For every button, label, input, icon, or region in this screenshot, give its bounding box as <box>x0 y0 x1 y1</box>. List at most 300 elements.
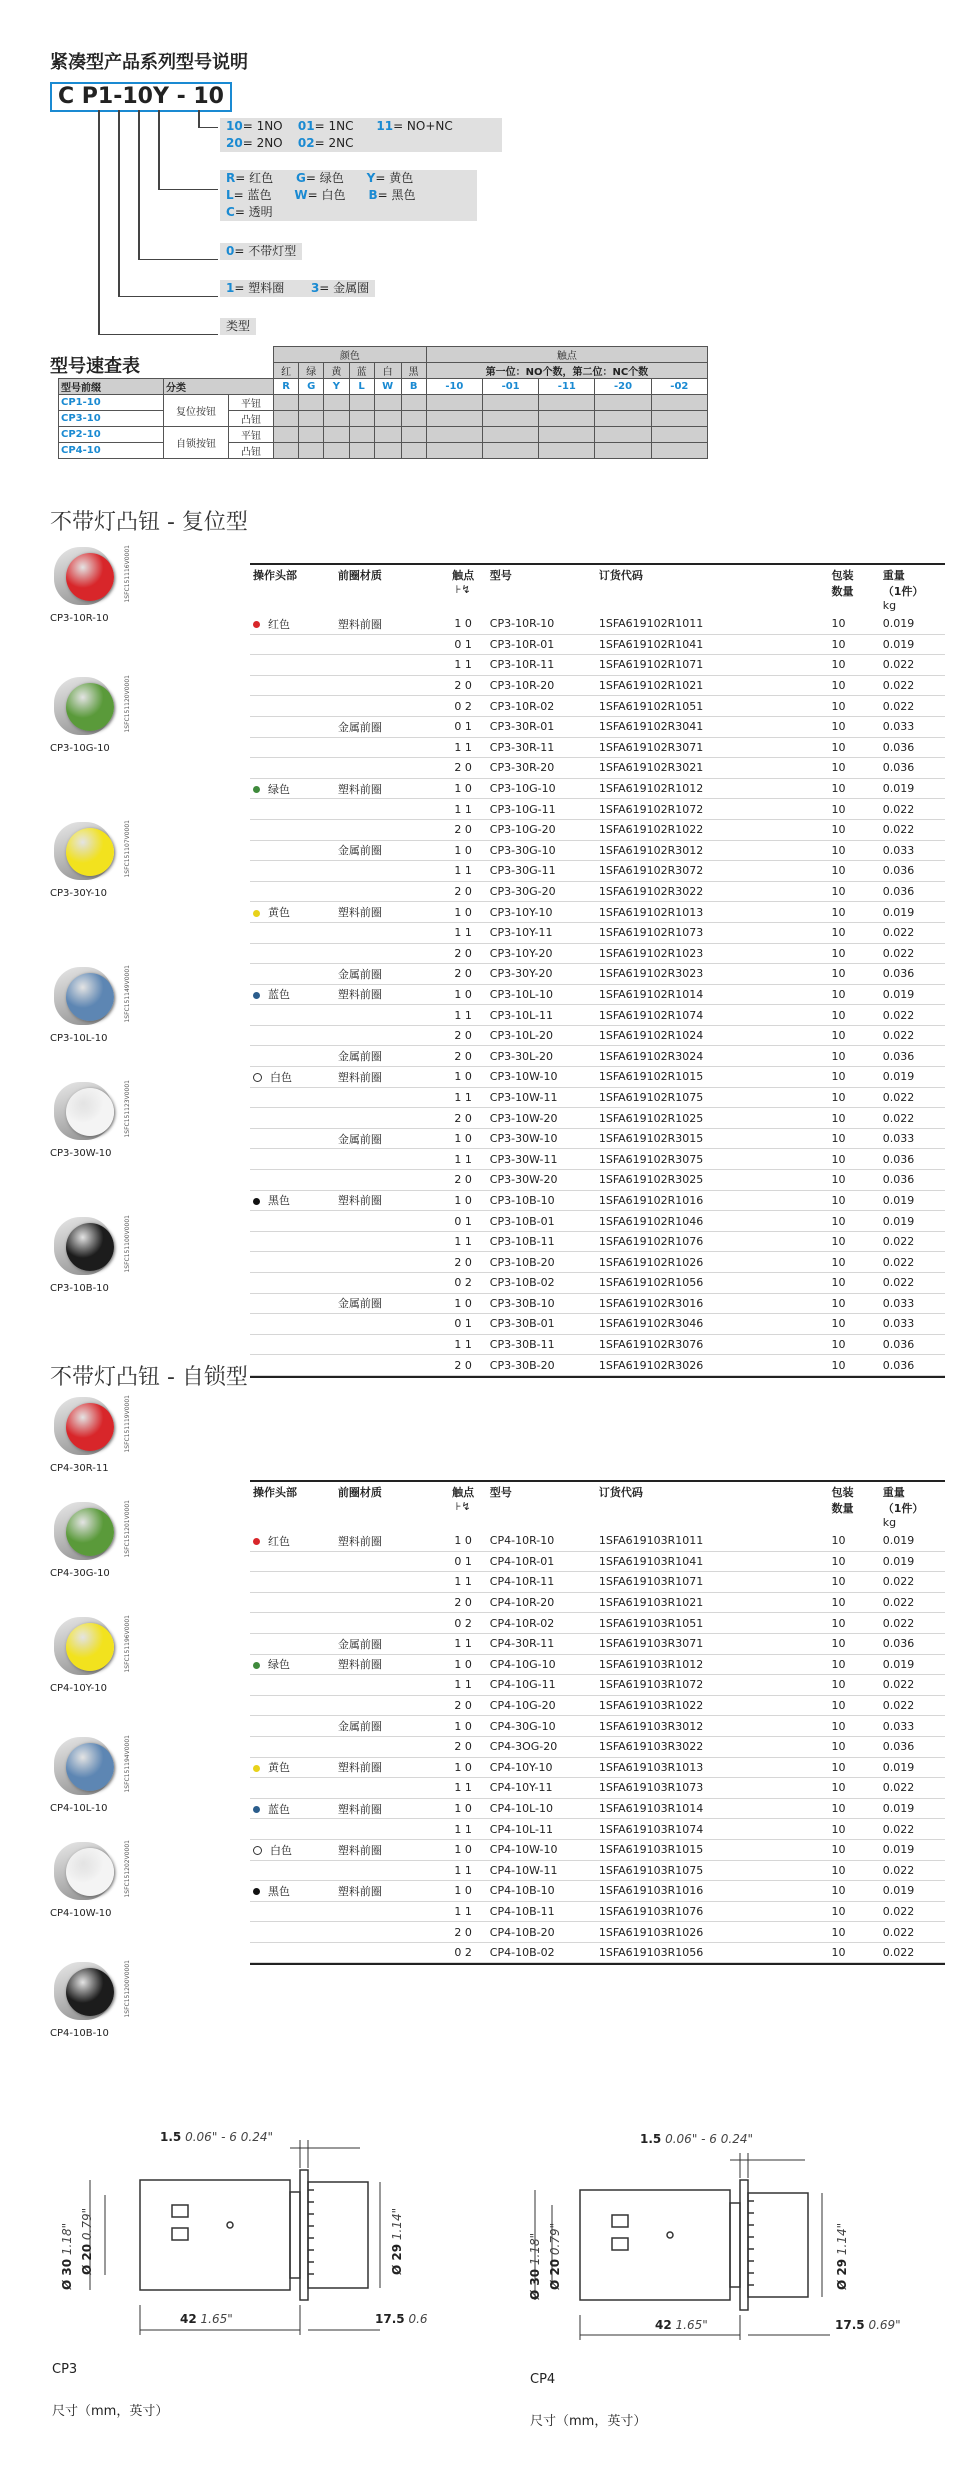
pack-qty: 10 <box>829 1531 880 1551</box>
pack-qty: 10 <box>829 984 880 1005</box>
pack-qty: 10 <box>829 675 880 696</box>
order-code: 1SFA619103R3022 <box>596 1736 829 1757</box>
model: CP3-10G-20 <box>487 819 596 840</box>
ring-material <box>335 634 440 655</box>
order-code: 1SFA619102R3016 <box>596 1293 829 1314</box>
cp3-tail: 17.5 0.6 <box>375 2312 428 2326</box>
weight: 0.019 <box>880 902 945 923</box>
table-row <box>250 1293 945 1314</box>
image-caption: CP4-30R-11 <box>50 1463 109 1474</box>
color-dot-icon <box>253 1538 260 1545</box>
contact: 1 1 <box>439 1633 486 1654</box>
ring-material <box>335 881 440 902</box>
model: CP4-10R-10 <box>487 1531 596 1551</box>
color-dot-icon <box>253 1888 260 1895</box>
order-code: 1SFA619103R1011 <box>596 1531 829 1551</box>
table-row <box>250 922 945 943</box>
button-cap <box>66 1848 114 1896</box>
ring-material: 塑料前圈 <box>335 1881 440 1902</box>
ring-material <box>335 1922 440 1943</box>
weight: 0.036 <box>880 964 945 985</box>
model: CP3-30B-20 <box>487 1355 596 1376</box>
table-row <box>250 1592 945 1613</box>
image-caption: CP3-10G-10 <box>50 743 110 754</box>
button-cap <box>66 1403 114 1451</box>
table-row <box>250 1190 945 1211</box>
image-ref: 1SFC151201V0001 <box>124 1500 131 1558</box>
section2-title: 不带灯凸钮 - 自锁型 <box>50 1365 248 1390</box>
order-code: 1SFA619103R1076 <box>596 1901 829 1922</box>
weight: 0.033 <box>880 1314 945 1335</box>
contact: 1 1 <box>439 1334 486 1355</box>
contact: 1 1 <box>439 1572 486 1593</box>
image-ref: 1SFC151194V0001 <box>124 1735 131 1793</box>
color-dot-icon <box>253 992 260 999</box>
section1-table: 操作头部 前圈材质 触点 ⊦↯ 型号 订货代码 包装 数量 重量 （1件） kg 红色 塑料前圈 1 0 CP3-10R-10 1SFA619102R1011 10 0.019 0 1 CP3-10R-01 1SFA619102R1041 10 0.019 1 1 CP3-10R-11 1SFA619102R1071 10 0.022 2 0 CP3-10R-20 1SFA619102R1021 10 0.022 0 2 CP3-10R-02 1SFA619102R1051 10 0.022 金属前圈 0 1 CP3-30R-01 1SFA619102R3041 10 0.033 1 1 CP3-30R-11 1SFA619102R3071 10 0.036 2 0 CP3-30R-20 1SFA619102R3021 10 0.036 绿色 塑料前圈 1 0 CP3-10G-10 1SFA619102R1012 10 0.019 1 1 CP3-10G-11 1SFA619102R1072 10 0.022 2 0 CP3-10G-20 1SFA619102R1022 10 0.022 金属前圈 1 0 CP3-30G-10 1SFA619102R3012 10 0.033 1 1 CP3-30G-11 1SFA619102R3072 10 0.036 2 0 CP3-30G-20 1SFA619102R3022 10 0.036 黄色 塑料前圈 1 0 CP3-10Y-10 1SFA619102R1013 10 0.019 1 1 CP3-10Y-11 1SFA619102R1073 10 0.022 2 0 CP3-10Y-20 1SFA619102R1023 10 0.022 金属前圈 2 0 CP3-30Y-20 1SFA619102R3023 10 0.036 蓝色 塑料前圈 1 0 CP3-10L-10 1SFA619102R1014 10 0.019 1 1 CP3-10L-11 1SFA619102R1074 10 0.022 2 0 CP3-10L-20 1SFA619102R1024 10 0.022 金属前圈 2 0 CP3-30L-20 1SFA619102R3024 10 0.036 白色 塑料前圈 1 0 CP3-10W-10 1SFA619102R1015 10 0.019 1 1 CP3-10W-11 1SFA619102R1075 10 0.022 2 0 CP3-10W-20 1SFA619102R1025 10 0.022 金属前圈 1 0 CP3-30W-10 1SFA619102R3015 10 0.033 1 1 CP3-30W-11 1SFA619102R3075 10 0.036 2 0 CP3-30W-20 1SFA619102R3025 10 0.036 黑色 塑料前圈 1 0 CP3-10B-10 1SFA619102R1016 10 0.019 0 1 CP3-10B-01 1SFA619102R1046 10 0.019 1 1 CP3-10B-11 1SFA619102R1076 10 0.022 2 0 CP3-10B-20 1SFA619102R1026 10 0.022 0 2 CP3-10B-02 1SFA619102R1056 10 0.022 金属前圈 1 0 CP3-30B-10 1SFA619102R3016 10 0.033 0 1 CP3-30B-01 1SFA619102R3046 10 0.033 1 1 CP3-30B-11 1SFA619102R3076 10 0.036 2 0 CP3-30B-20 1SFA619102R3026 10 0.036 <box>250 563 945 1376</box>
pack-qty: 10 <box>829 1273 880 1294</box>
model: CP4-10R-01 <box>487 1551 596 1572</box>
pack-qty: 10 <box>829 1067 880 1088</box>
table-row <box>250 1942 945 1963</box>
table-row <box>250 1149 945 1170</box>
weight: 0.022 <box>880 1572 945 1593</box>
image-ref: 1SFC151123V0001 <box>124 1080 131 1138</box>
model: CP4-10Y-11 <box>487 1778 596 1799</box>
pack-qty: 10 <box>829 1695 880 1716</box>
cp4-len: 42 1.65" <box>655 2318 708 2332</box>
order-code: 1SFA619102R3025 <box>596 1170 829 1191</box>
table-row <box>250 1231 945 1252</box>
weight: 0.019 <box>880 634 945 655</box>
cp3-top-dim: 1.5 0.06" - 6 0.24" <box>160 2130 274 2144</box>
model: CP3-10Y-11 <box>487 922 596 943</box>
ring-material: 塑料前圈 <box>335 1190 440 1211</box>
ring-material: 塑料前圈 <box>335 614 440 634</box>
weight: 0.022 <box>880 799 945 820</box>
weight: 0.022 <box>880 1778 945 1799</box>
tree-line <box>198 110 200 128</box>
weight: 0.019 <box>880 1757 945 1778</box>
ring-material: 塑料前圈 <box>335 984 440 1005</box>
table-row <box>250 1654 945 1675</box>
weight: 0.036 <box>880 1334 945 1355</box>
model: CP3-30B-01 <box>487 1314 596 1335</box>
image-caption: CP3-10B-10 <box>50 1283 109 1294</box>
table-row <box>250 1273 945 1294</box>
order-code: 1SFA619102R1041 <box>596 634 829 655</box>
contact: 1 0 <box>439 840 486 861</box>
pack-qty: 10 <box>829 737 880 758</box>
button-cap <box>66 1743 114 1791</box>
order-code: 1SFA619103R1041 <box>596 1551 829 1572</box>
ring-material <box>335 675 440 696</box>
order-code: 1SFA619103R1074 <box>596 1819 829 1840</box>
weight: 0.036 <box>880 881 945 902</box>
cp4-unit-note: 尺寸（mm，英寸） <box>530 2414 647 2429</box>
model: CP3-10B-11 <box>487 1231 596 1252</box>
weight: 0.033 <box>880 840 945 861</box>
type-legend: 类型 <box>220 318 256 335</box>
weight: 0.036 <box>880 1355 945 1376</box>
weight: 0.033 <box>880 716 945 737</box>
weight: 0.036 <box>880 1046 945 1067</box>
table-row <box>250 1798 945 1819</box>
op-color: 蓝色 <box>268 1802 290 1816</box>
ring-material: 金属前圈 <box>335 964 440 985</box>
image-ref: 1SFC151100V0001 <box>124 1215 131 1273</box>
table-row <box>250 1819 945 1840</box>
table-row <box>250 1170 945 1191</box>
contact: 1 1 <box>439 1860 486 1881</box>
order-code: 1SFA619102R3022 <box>596 881 829 902</box>
color-dot-icon <box>253 1765 260 1772</box>
ring-material: 塑料前圈 <box>335 1839 440 1860</box>
model: CP3-30R-20 <box>487 758 596 779</box>
table-row <box>250 1108 945 1129</box>
lamp-legend: 0= 不带灯型 <box>220 243 302 260</box>
model-code: C P1-10Y - 10 <box>50 82 232 112</box>
image-caption: CP4-30G-10 <box>50 1568 110 1579</box>
color-dot-icon <box>253 621 260 628</box>
weight: 0.033 <box>880 1128 945 1149</box>
ring-material <box>335 1314 440 1335</box>
ring-material <box>335 1252 440 1273</box>
pack-qty: 10 <box>829 1170 880 1191</box>
model: CP4-10L-11 <box>487 1819 596 1840</box>
image-ref: 1SFC151119V0001 <box>124 1395 131 1453</box>
ring-material: 塑料前圈 <box>335 902 440 923</box>
op-color: 绿色 <box>268 1658 290 1672</box>
ring-material <box>335 1149 440 1170</box>
op-color: 白色 <box>270 1843 292 1857</box>
pack-qty: 10 <box>829 1087 880 1108</box>
ring-material <box>335 1901 440 1922</box>
ring-material <box>335 1819 440 1840</box>
table-row <box>250 716 945 737</box>
ring-material <box>335 1025 440 1046</box>
ring-material <box>335 943 440 964</box>
pack-qty: 10 <box>829 1025 880 1046</box>
ring-material: 塑料前圈 <box>335 1654 440 1675</box>
ring-material <box>335 861 440 882</box>
image-caption: CP4-10W-10 <box>50 1908 112 1919</box>
pack-qty: 10 <box>829 1819 880 1840</box>
weight: 0.022 <box>880 819 945 840</box>
button-cap <box>66 1088 114 1136</box>
model: CP3-10R-10 <box>487 614 596 634</box>
pack-qty: 10 <box>829 655 880 676</box>
weight: 0.022 <box>880 1942 945 1963</box>
table-row <box>250 984 945 1005</box>
ring-material <box>335 1942 440 1963</box>
model: CP3-30B-11 <box>487 1334 596 1355</box>
model: CP4-10B-10 <box>487 1881 596 1902</box>
contact: 2 0 <box>439 758 486 779</box>
order-code: 1SFA619102R1022 <box>596 819 829 840</box>
image-ref: 1SFC151107V0001 <box>124 820 131 878</box>
ring-material: 塑料前圈 <box>335 778 440 799</box>
ring-material: 塑料前圈 <box>335 1531 440 1551</box>
button-cap <box>66 973 114 1021</box>
model: CP3-30Y-20 <box>487 964 596 985</box>
model: CP3-10B-10 <box>487 1190 596 1211</box>
model: CP4-10W-10 <box>487 1839 596 1860</box>
section1-title: 不带灯凸钮 - 复位型 <box>50 510 248 535</box>
color-dot-icon <box>253 1073 262 1082</box>
model: CP3-30G-20 <box>487 881 596 902</box>
ring-material <box>335 655 440 676</box>
color-head: 颜色 <box>274 347 427 363</box>
contact: 1 0 <box>439 1716 486 1737</box>
contact: 1 1 <box>439 922 486 943</box>
ring-material <box>335 1170 440 1191</box>
contact: 2 0 <box>439 1736 486 1757</box>
order-code: 1SFA619103R1015 <box>596 1839 829 1860</box>
order-code: 1SFA619102R1013 <box>596 902 829 923</box>
order-code: 1SFA619102R3023 <box>596 964 829 985</box>
weight: 0.019 <box>880 778 945 799</box>
order-code: 1SFA619103R3071 <box>596 1633 829 1654</box>
table-row <box>250 696 945 717</box>
order-code: 1SFA619103R1012 <box>596 1654 829 1675</box>
image-ref: 1SFC151200V0001 <box>124 1960 131 2018</box>
order-code: 1SFA619103R1056 <box>596 1942 829 1963</box>
contact: 1 0 <box>439 1798 486 1819</box>
pack-qty: 10 <box>829 1881 880 1902</box>
table-row <box>250 1334 945 1355</box>
pack-qty: 10 <box>829 716 880 737</box>
order-code: 1SFA619102R1051 <box>596 696 829 717</box>
contact: 1 0 <box>439 778 486 799</box>
ring-material <box>335 1675 440 1696</box>
order-code: 1SFA619102R1025 <box>596 1108 829 1129</box>
weight: 0.022 <box>880 1108 945 1129</box>
order-code: 1SFA619102R1072 <box>596 799 829 820</box>
contact: 1 1 <box>439 861 486 882</box>
order-code: 1SFA619102R1071 <box>596 655 829 676</box>
weight: 0.022 <box>880 1819 945 1840</box>
tree-line <box>198 127 218 128</box>
color-dot-icon <box>253 910 260 917</box>
table-row <box>250 1613 945 1634</box>
image-caption: CP3-30W-10 <box>50 1148 112 1159</box>
table-row <box>250 799 945 820</box>
contact: 1 0 <box>439 1839 486 1860</box>
contact: 1 0 <box>439 1654 486 1675</box>
contact: 0 1 <box>439 1551 486 1572</box>
model: CP4-30G-10 <box>487 1716 596 1737</box>
table-row <box>250 840 945 861</box>
ring-material <box>335 1087 440 1108</box>
model: CP3-10R-02 <box>487 696 596 717</box>
order-code: 1SFA619103R1051 <box>596 1613 829 1634</box>
order-code: 1SFA619103R1026 <box>596 1922 829 1943</box>
order-code: 1SFA619103R3012 <box>596 1716 829 1737</box>
weight: 0.022 <box>880 1273 945 1294</box>
ring-material <box>335 1108 440 1129</box>
image-ref: 1SFC151120V0001 <box>124 675 131 733</box>
model: CP3-10W-20 <box>487 1108 596 1129</box>
table-row <box>250 861 945 882</box>
weight: 0.022 <box>880 655 945 676</box>
model: CP4-10G-10 <box>487 1654 596 1675</box>
model: CP3-10L-10 <box>487 984 596 1005</box>
section2-table: 操作头部 前圈材质 触点 ⊦↯ 型号 订货代码 包装 数量 重量 （1件） kg 红色 塑料前圈 1 0 CP4-10R-10 1SFA619103R1011 10 0.019 0 1 CP4-10R-01 1SFA619103R1041 10 0.019 1 1 CP4-10R-11 1SFA619103R1071 10 0.022 2 0 CP4-10R-20 1SFA619103R1021 10 0.022 0 2 CP4-10R-02 1SFA619103R1051 10 0.022 金属前圈 1 1 CP4-30R-11 1SFA619103R3071 10 0.036 绿色 塑料前圈 1 0 CP4-10G-10 1SFA619103R1012 10 0.019 1 1 CP4-10G-11 1SFA619103R1072 10 0.022 2 0 CP4-10G-20 1SFA619103R1022 10 0.022 金属前圈 1 0 CP4-30G-10 1SFA619103R3012 10 0.033 2 0 CP4-3OG-20 1SFA619103R3022 10 0.036 黄色 塑料前圈 1 0 CP4-10Y-10 1SFA619103R1013 10 0.019 1 1 CP4-10Y-11 1SFA619103R1073 10 0.022 蓝色 塑料前圈 1 0 CP4-10L-10 1SFA619103R1014 10 0.019 1 1 CP4-10L-11 1SFA619103R1074 10 0.022 白色 塑料前圈 1 0 CP4-10W-10 1SFA619103R1015 10 0.019 1 1 CP4-10W-11 1SFA619103R1075 10 0.022 黑色 塑料前圈 1 0 CP4-10B-10 1SFA619103R1016 10 0.019 1 1 CP4-10B-11 1SFA619103R1076 10 0.022 2 0 CP4-10B-20 1SFA619103R1026 10 0.022 0 2 CP4-10B-02 1SFA619103R1056 10 0.022 <box>250 1480 945 1963</box>
model: CP4-10B-02 <box>487 1942 596 1963</box>
weight: 0.033 <box>880 1293 945 1314</box>
contact-head: 触点 <box>426 347 707 363</box>
pack-qty: 10 <box>829 1149 880 1170</box>
model: CP3-10R-11 <box>487 655 596 676</box>
op-color: 蓝色 <box>268 988 290 1002</box>
pack-qty: 10 <box>829 1942 880 1963</box>
ring-material: 塑料前圈 <box>335 1798 440 1819</box>
cp3-unit-note: 尺寸（mm，英寸） <box>52 2404 169 2419</box>
color-dot-icon <box>253 1662 260 1669</box>
weight: 0.022 <box>880 1922 945 1943</box>
model: CP3-10W-11 <box>487 1087 596 1108</box>
cp3-d29: Ø 29 1.14" <box>390 2207 404 2275</box>
weight: 0.019 <box>880 1839 945 1860</box>
table-rule <box>250 1963 945 1965</box>
weight: 0.022 <box>880 1695 945 1716</box>
cp4-label: CP4 <box>530 2372 556 2387</box>
ring-material: 金属前圈 <box>335 716 440 737</box>
cp3-d30: Ø 30 1.18" <box>60 2222 74 2290</box>
model: CP4-10R-20 <box>487 1592 596 1613</box>
table-row <box>250 1252 945 1273</box>
contact: 0 1 <box>439 716 486 737</box>
order-code: 1SFA619102R3021 <box>596 758 829 779</box>
model: CP3-10Y-10 <box>487 902 596 923</box>
weight: 0.022 <box>880 1860 945 1881</box>
ring-material <box>335 1592 440 1613</box>
cp4-outline <box>530 2145 930 2375</box>
image-ref: 1SFC151196V0001 <box>124 1615 131 1673</box>
ring-material <box>335 799 440 820</box>
weight: 0.019 <box>880 1211 945 1232</box>
order-code: 1SFA619102R3015 <box>596 1128 829 1149</box>
table-row <box>250 1860 945 1881</box>
weight: 0.036 <box>880 737 945 758</box>
order-code: 1SFA619102R1076 <box>596 1231 829 1252</box>
table-row <box>250 1025 945 1046</box>
contact: 1 1 <box>439 1675 486 1696</box>
contact: 1 0 <box>439 1757 486 1778</box>
ring-material: 金属前圈 <box>335 1633 440 1654</box>
model: CP3-30W-10 <box>487 1128 596 1149</box>
ring-material <box>335 696 440 717</box>
weight: 0.022 <box>880 1613 945 1634</box>
model: CP3-10W-10 <box>487 1067 596 1088</box>
order-code: 1SFA619102R3072 <box>596 861 829 882</box>
image-caption: CP4-10Y-10 <box>50 1683 107 1694</box>
table-row <box>250 1531 945 1551</box>
ring-material <box>335 1273 440 1294</box>
cp4-d30: Ø 30 1.18" <box>528 2232 542 2300</box>
weight: 0.019 <box>880 984 945 1005</box>
order-code: 1SFA619103R1013 <box>596 1757 829 1778</box>
pack-qty: 10 <box>829 1355 880 1376</box>
op-color: 红色 <box>268 617 290 631</box>
model: CP4-10R-11 <box>487 1572 596 1593</box>
pack-qty: 10 <box>829 1757 880 1778</box>
table-row <box>250 1695 945 1716</box>
op-color: 黑色 <box>268 1884 290 1898</box>
contact: 1 1 <box>439 1819 486 1840</box>
model: CP3-10G-10 <box>487 778 596 799</box>
op-color: 黑色 <box>268 1194 290 1208</box>
model: CP3-30L-20 <box>487 1046 596 1067</box>
order-code: 1SFA619103R1016 <box>596 1881 829 1902</box>
ring-material <box>335 758 440 779</box>
weight: 0.019 <box>880 1798 945 1819</box>
table-row <box>250 964 945 985</box>
order-code: 1SFA619103R1014 <box>596 1798 829 1819</box>
order-code: 1SFA619102R1024 <box>596 1025 829 1046</box>
weight: 0.022 <box>880 1087 945 1108</box>
model: CP4-10B-20 <box>487 1922 596 1943</box>
image-caption: CP4-10B-10 <box>50 2028 109 2039</box>
pack-qty: 10 <box>829 881 880 902</box>
pack-qty: 10 <box>829 696 880 717</box>
contact: 1 0 <box>439 984 486 1005</box>
cp4-d29: Ø 29 1.14" <box>835 2222 849 2290</box>
image-ref: 1SFC151202V0001 <box>124 1840 131 1898</box>
intro-title: 紧凑型产品系列型号说明 <box>50 52 248 73</box>
pack-qty: 10 <box>829 1675 880 1696</box>
weight: 0.022 <box>880 696 945 717</box>
ring-material <box>335 737 440 758</box>
contact: 1 0 <box>439 614 486 634</box>
ring-material: 金属前圈 <box>335 1128 440 1149</box>
pack-qty: 10 <box>829 1551 880 1572</box>
table-row <box>250 1839 945 1860</box>
pack-qty: 10 <box>829 1190 880 1211</box>
image-ref: 1SFC151149V0001 <box>124 965 131 1023</box>
order-code: 1SFA619102R1012 <box>596 778 829 799</box>
table-row <box>250 1005 945 1026</box>
pack-qty: 10 <box>829 922 880 943</box>
order-code: 1SFA619102R3046 <box>596 1314 829 1335</box>
model: CP3-30W-20 <box>487 1170 596 1191</box>
table-row <box>250 1716 945 1737</box>
table-row <box>250 902 945 923</box>
color-dot-icon <box>253 1198 260 1205</box>
tree-line <box>118 296 218 297</box>
pack-qty: 10 <box>829 799 880 820</box>
quickref-table: 颜色 触点 红 绿 黄 蓝 白 黑 第一位：NO个数，第二位：NC个数 型号前缀 分类 R G Y L W B -10 -01 -11 -20 -02 CP1-10 复位按钮 平钮 CP3-10 凸钮 CP2-10 自锁按钮 平钮 CP4-10 凸钮 <box>58 346 708 459</box>
weight: 0.019 <box>880 1531 945 1551</box>
button-cap <box>66 683 114 731</box>
pack-qty: 10 <box>829 1633 880 1654</box>
weight: 0.022 <box>880 1901 945 1922</box>
pack-qty: 10 <box>829 1211 880 1232</box>
ring-material <box>335 1211 440 1232</box>
order-code: 1SFA619102R1023 <box>596 943 829 964</box>
table-row <box>250 634 945 655</box>
weight: 0.022 <box>880 1675 945 1696</box>
quickref-title: 型号速查表 <box>50 356 140 377</box>
ring-material <box>335 1005 440 1026</box>
table-row <box>250 655 945 676</box>
contact: 1 1 <box>439 1231 486 1252</box>
order-code: 1SFA619102R3026 <box>596 1355 829 1376</box>
cp3-label: CP3 <box>52 2362 78 2377</box>
weight: 0.036 <box>880 1170 945 1191</box>
model: CP3-30R-01 <box>487 716 596 737</box>
contact: 2 0 <box>439 964 486 985</box>
